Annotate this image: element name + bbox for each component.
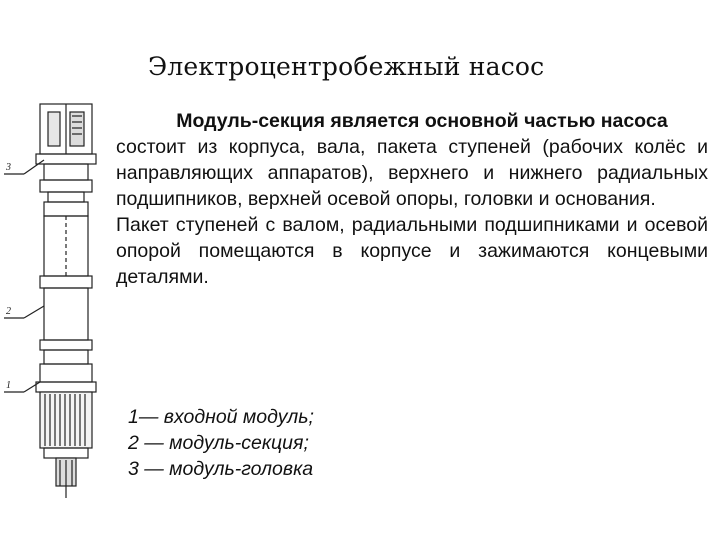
legend-item-1: 1— входной модуль; xyxy=(128,406,314,428)
assembly-paragraph: Пакет ступеней с валом, радиальными подшипниками и осевой опорой помещаются в корпусе и зажимаются концевыми деталями. xyxy=(116,214,708,288)
legend-item-2: 2 — модуль-секция; xyxy=(128,432,309,454)
legend-item-3: 3 — модуль-головка xyxy=(128,458,314,480)
pump-drawing xyxy=(0,96,110,506)
slide-title: Электроцентробежный насос xyxy=(148,52,545,81)
callout-2: 2 xyxy=(6,306,11,317)
callout-3: 3 xyxy=(6,162,11,173)
legend xyxy=(128,404,314,482)
callout-1: 1 xyxy=(6,380,11,391)
composition-paragraph: состоит из корпуса, вала, пакета ступеней (рабочих колёс и направляющих аппаратов), верхнего и нижнего радиальных подшипников, верхней осевой опоры, головки и основания. xyxy=(116,136,708,210)
module-heading: Модуль-секция является основной частью насоса xyxy=(176,110,668,132)
description-block xyxy=(116,108,708,290)
